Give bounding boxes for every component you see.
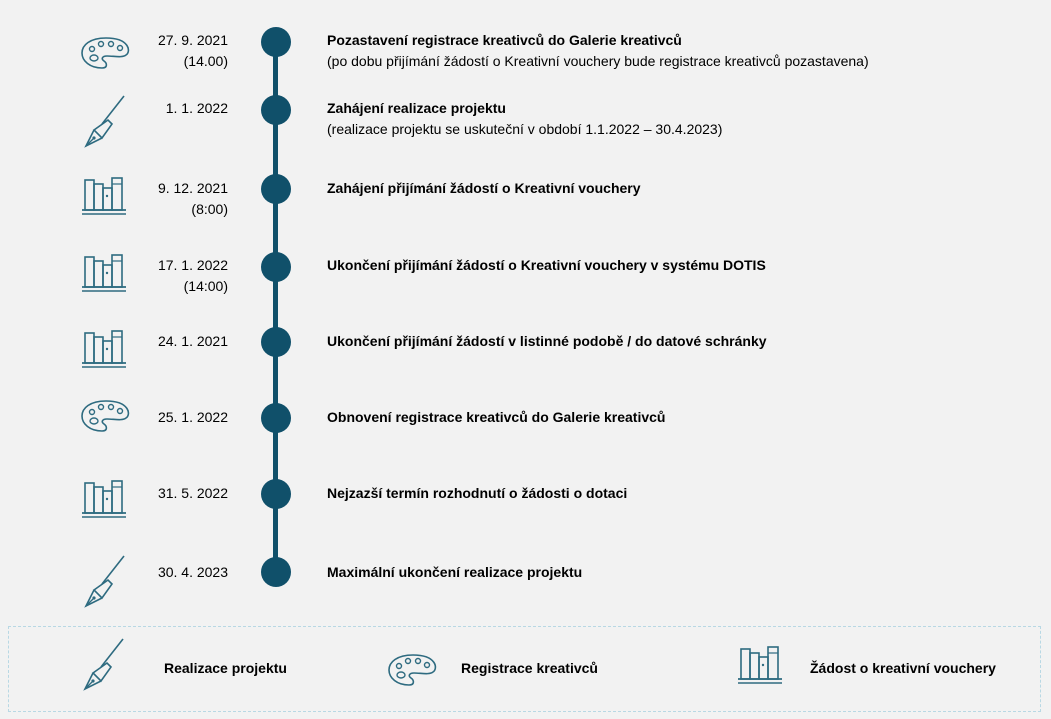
event-title: Ukončení přijímání žádostí v listinné podobě / do datové schránky (327, 333, 767, 349)
event-date (138, 178, 228, 220)
event-date-main: 9. 12. 2021 (157, 180, 228, 196)
books-icon (736, 641, 784, 685)
event-date (138, 562, 228, 583)
event-date-main: 27. 9. 2021 (157, 32, 228, 48)
event-date-main: 25. 1. 2022 (157, 409, 228, 425)
legend-label: Registrace kreativců (461, 660, 598, 676)
legend-item (736, 627, 1051, 713)
event-date-time: (8:00) (191, 201, 228, 217)
legend-item (79, 627, 399, 713)
legend-label: Žádost o kreativní vouchery (810, 660, 996, 676)
timeline-event (0, 331, 1051, 391)
timeline-node (261, 479, 291, 509)
event-title: Zahájení přijímání žádostí o Kreativní vouchery (327, 180, 641, 196)
timeline-node (261, 252, 291, 282)
event-description (327, 255, 766, 276)
timeline-node (261, 327, 291, 357)
event-description (327, 407, 665, 428)
fountain-pen-icon (79, 637, 127, 693)
palette-icon (80, 399, 136, 445)
event-date-main: 17. 1. 2022 (157, 257, 228, 273)
event-date (138, 483, 228, 504)
palette-icon (387, 653, 439, 687)
timeline-node (261, 403, 291, 433)
timeline-node (261, 27, 291, 57)
event-title: Zahájení realizace projektu (327, 100, 506, 116)
event-title: Nejzazší termín rozhodnutí o žádosti o dotaci (327, 485, 628, 501)
timeline-node (261, 174, 291, 204)
event-date-main: 24. 1. 2021 (157, 333, 228, 349)
event-date (138, 30, 228, 72)
books-icon (80, 249, 136, 295)
timeline-event (0, 98, 1051, 158)
event-date-main: 31. 5. 2022 (157, 485, 228, 501)
timeline-node (261, 557, 291, 587)
event-date (138, 331, 228, 352)
event-description (327, 178, 641, 199)
timeline-event (0, 178, 1051, 238)
event-date-main: 30. 4. 2023 (157, 564, 228, 580)
event-date (138, 407, 228, 428)
timeline-event (0, 562, 1051, 622)
legend-label: Realizace projektu (164, 660, 287, 676)
timeline-node (261, 95, 291, 125)
event-description (327, 483, 627, 504)
timeline-event (0, 407, 1051, 467)
event-title: Pozastavení registrace kreativců do Galerie kreativců (327, 32, 682, 48)
event-subtitle: (po dobu přijímání žádostí o Kreativní vouchery bude registrace kreativců pozastavena) (327, 53, 869, 69)
event-title: Maximální ukončení realizace projektu (327, 564, 583, 580)
event-description (327, 98, 722, 140)
fountain-pen-icon (80, 94, 136, 140)
timeline-event (0, 483, 1051, 543)
legend-item (387, 627, 707, 713)
books-icon (80, 172, 136, 218)
timeline-event (0, 30, 1051, 90)
event-date-time: (14.00) (183, 53, 228, 69)
event-date-main: 1. 1. 2022 (165, 100, 228, 116)
legend (8, 626, 1041, 712)
timeline-event (0, 255, 1051, 315)
books-icon (80, 475, 136, 521)
fountain-pen-icon (80, 554, 136, 600)
palette-icon (80, 36, 136, 82)
event-title: Obnovení registrace kreativců do Galerie kreativců (327, 409, 666, 425)
event-date (138, 255, 228, 297)
event-date-time: (14:00) (183, 278, 228, 294)
event-description (327, 331, 767, 352)
event-description (327, 562, 582, 583)
books-icon (80, 325, 136, 371)
event-title: Ukončení přijímání žádostí o Kreativní vouchery v systému DOTIS (327, 257, 766, 273)
event-subtitle: (realizace projektu se uskuteční v období 1.1.2022 – 30.4.2023) (327, 121, 723, 137)
event-date (138, 98, 228, 119)
event-description (327, 30, 869, 72)
